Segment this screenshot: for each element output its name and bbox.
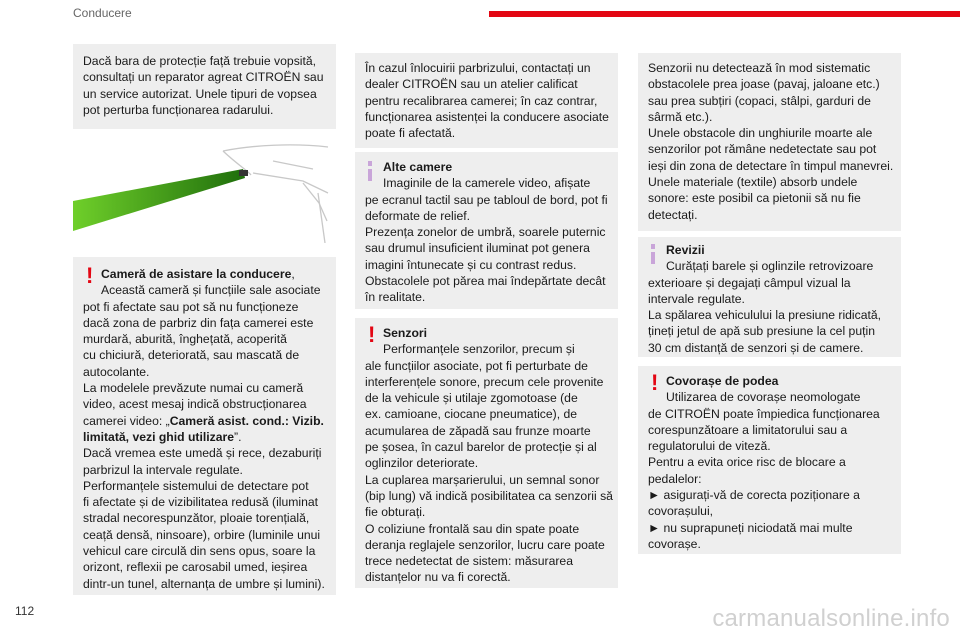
sensors-limits-line: Senzorii nu detectează în mod sistematic [648,61,871,75]
sensors-line: distanțelor nu va fi corectă. [365,570,511,585]
camera-msg-prefix: camerei video: „ [83,413,170,428]
sensors-warning-box [355,318,618,588]
camera-line: pot fi afectate sau pot să nu funcționeze [83,299,299,314]
sensors-line: acumularea de zăpadă sau frunze moarte [365,423,591,438]
camera-line: murdară, aburită, înghețată, acoperită [83,332,287,347]
sensors-line: (bip lung) vă indică posibilitatea ca senzorii să [365,488,613,503]
camera-line: vehicul care circulă din sens opus, soare la [83,544,316,559]
other-cameras-line: Imaginile de la camerele video, afișate [383,176,591,191]
paint-note-box [73,44,336,129]
sensors-limits-line: sau prea subțiri (copaci, stâlpi, garduri de [648,93,871,108]
car-outline [223,145,328,243]
camera-msg-bold: Cameră asist. cond.: Vizib. [169,413,324,428]
sensors-limits-box [638,53,901,231]
camera-line: dintr-un tunel, alternanța de umbre și lumini). [83,576,325,591]
camera-title: Cameră de asistare la conducere [101,267,292,281]
sensors-limits-line: Unele materiale (textile) absorb undele [648,175,858,190]
warning-icon: ! [651,370,659,395]
reviews-line: 30 cm distanță de senzori și de camere. [648,340,864,355]
intro-line: funcționarea asistenței la conducere asociate [365,109,609,124]
watermark: carmanualsonline.info [712,605,950,632]
sensors-line: fie obturați. [365,505,426,520]
other-cameras-line: deformate de relief. [365,208,471,223]
camera-icon [239,170,248,176]
sensors-limits-line: sonore: este posibil ca pietonii să nu fie [648,191,861,206]
paint-line: un service autorizat. Unele tipuri de vopsea [83,86,317,101]
section-title: Conducere [73,6,132,20]
intro-line: poate fi afectată. [365,126,456,141]
sensors-line: pe șosea, în cazul barelor de protecție și al [365,440,597,455]
camera-line: parbrizul la intervale regulate. [83,462,243,477]
floor-mats-warning-box [638,366,901,554]
mats-line: ► nu suprapuneți niciodată mai multe [648,520,853,535]
camera-message-line [83,413,326,429]
mats-line: corespunzătoare a limitatorului sau a [648,422,848,437]
other-cameras-line: Obstacolele pot părea mai îndepărtate decât [365,274,606,289]
mats-title [648,373,891,389]
sensors-line: deranja reglajele senzorilor, lucru care poate [365,537,605,552]
mats-line: covorașe. [648,536,701,551]
other-cameras-title-text: Alte camere [383,160,453,174]
sensors-line: interferențele sonore, precum cele provenite [365,374,604,389]
sensors-line: ale funcțiilor asociate, pot fi perturbate de [365,358,588,373]
sensors-limits-line: detectați. [648,207,698,222]
sensors-line: Performanțele senzorilor, precum și [383,342,575,357]
paint-line: pot perturba funcționarea radarului. [83,102,274,117]
camera-line: Această cameră și funcțiile sale asociate [101,283,321,298]
camera-line: fi afectate și de vizibilitatea redusă (iluminat [83,495,319,510]
other-cameras-box [355,152,618,309]
paint-line: consultați un reparator agreat CITROËN sau [83,70,324,85]
intro-line: dealer CITROËN sau un atelier calificat [365,77,578,92]
sensors-limits-line: Unele obstacole din unghiurile moarte ale [648,126,873,141]
camera-message-line [83,429,326,445]
sensors-limits-line: ieși din zona de detectare în timpul manevrei. [648,158,894,173]
paint-line: Dacă bara de protecție față trebuie vopsită, [83,54,317,68]
camera-msg-suffix: ”. [234,429,242,444]
camera-line: orizont, reflexii pe carosabil umed, ieșirea [83,560,308,575]
camera-line: cu chiciură, deteriorată, sau mascată de [83,348,300,363]
reviews-line: exterioare și degajați câmpul vizual la [648,275,851,290]
mats-line: Pentru a evita orice risc de blocare a [648,455,846,470]
reviews-box [638,237,901,357]
sensors-line: de la vehicule și utilaje zgomotoase (de [365,391,578,406]
sensors-limits-line: sârmă etc.). [648,109,713,124]
header-accent-bar [489,11,960,17]
windshield-note-box [355,53,618,148]
camera-title-line [83,266,326,282]
camera-line: La modelele prevăzute numai cu cameră [83,381,304,396]
sensors-line: ex. camioane, ciocane pneumatice), de [365,407,578,422]
camera-view-beam [73,169,245,231]
sensors-line: trece nedetectat de sistem: măsurarea [365,554,573,569]
sensors-line: O coliziune frontală sau din spate poate [365,521,580,536]
reviews-line: intervale regulate. [648,291,745,306]
camera-line: Dacă vremea este umedă și rece, dezaburiți [83,446,322,461]
warning-icon: ! [86,263,94,288]
other-cameras-line: pe ecranul tactil sau pe tabloul de bord, pot fi [365,192,608,207]
sensors-limits-line: obstacolele prea joase (pavaj, jaloane etc.) [648,77,880,92]
windshield-camera-illustration [73,143,333,243]
other-cameras-title [365,159,608,175]
other-cameras-line: sau drumul insuficient iluminat pot genera [365,241,590,256]
sensors-title-text: Senzori [383,326,428,340]
reviews-line: La spălarea vehiculului la presiune ridicată, [648,308,882,323]
mats-line: de CITROËN poate împiedica funcționarea [648,406,880,421]
other-cameras-line: imagini întunecate și cu contrast redus. [365,257,577,272]
camera-warning-box [73,257,336,595]
other-cameras-line: în realitate. [365,290,426,305]
reviews-title [648,242,891,258]
reviews-line: Curățați barele și oglinzile retrovizoare [666,259,874,274]
camera-line: Performanțele sistemului de detectare pot [83,478,309,493]
camera-msg-bold: limitată, vezi ghid utilizare [83,429,235,444]
mats-line: ► asigurați-vă de corecta poziționare a [648,488,860,503]
other-cameras-line: Prezența zonelor de umbră, soarele puternic [365,225,606,240]
camera-line: ceață densă, ninsoare), orbire (luminile unui [83,527,321,542]
sensors-line: La cuplarea marșarierului, un semnal sonor [365,472,600,487]
mats-title-text: Covorașe de podea [666,374,779,388]
info-bar-icon [368,161,372,181]
camera-title-suffix: , [291,267,295,281]
intro-line: În cazul înlocuirii parbrizului, contactați un [365,61,591,75]
reviews-title-text: Revizii [666,243,705,257]
sensors-title [365,325,608,341]
page-number: 112 [15,604,35,618]
mats-line: pedalelor: [648,471,702,486]
camera-line: autocolante. [83,364,150,379]
mats-line: Utilizarea de covorașe neomologate [666,390,861,405]
camera-line: video, acest mesaj indică obstrucționarea [83,397,307,412]
mats-line: covorașului, [648,504,714,519]
intro-line: pentru recalibrarea camerei; în caz contrar, [365,93,598,108]
mats-line: regulatorului de viteză. [648,439,771,454]
camera-line: stradal necorespunzător, ploaie torențială, [83,511,310,526]
sensors-limits-line: senzorilor pot rămâne nedetectate sau pot [648,142,877,157]
info-bar-icon [651,244,655,264]
reviews-line: țineți jetul de apă sub presiune la cel puțin [648,324,875,339]
sensors-line: oglinzilor deteriorate. [365,456,479,471]
camera-line: dacă zona de parbriz din fața camerei este [83,315,314,330]
warning-icon: ! [368,322,376,347]
